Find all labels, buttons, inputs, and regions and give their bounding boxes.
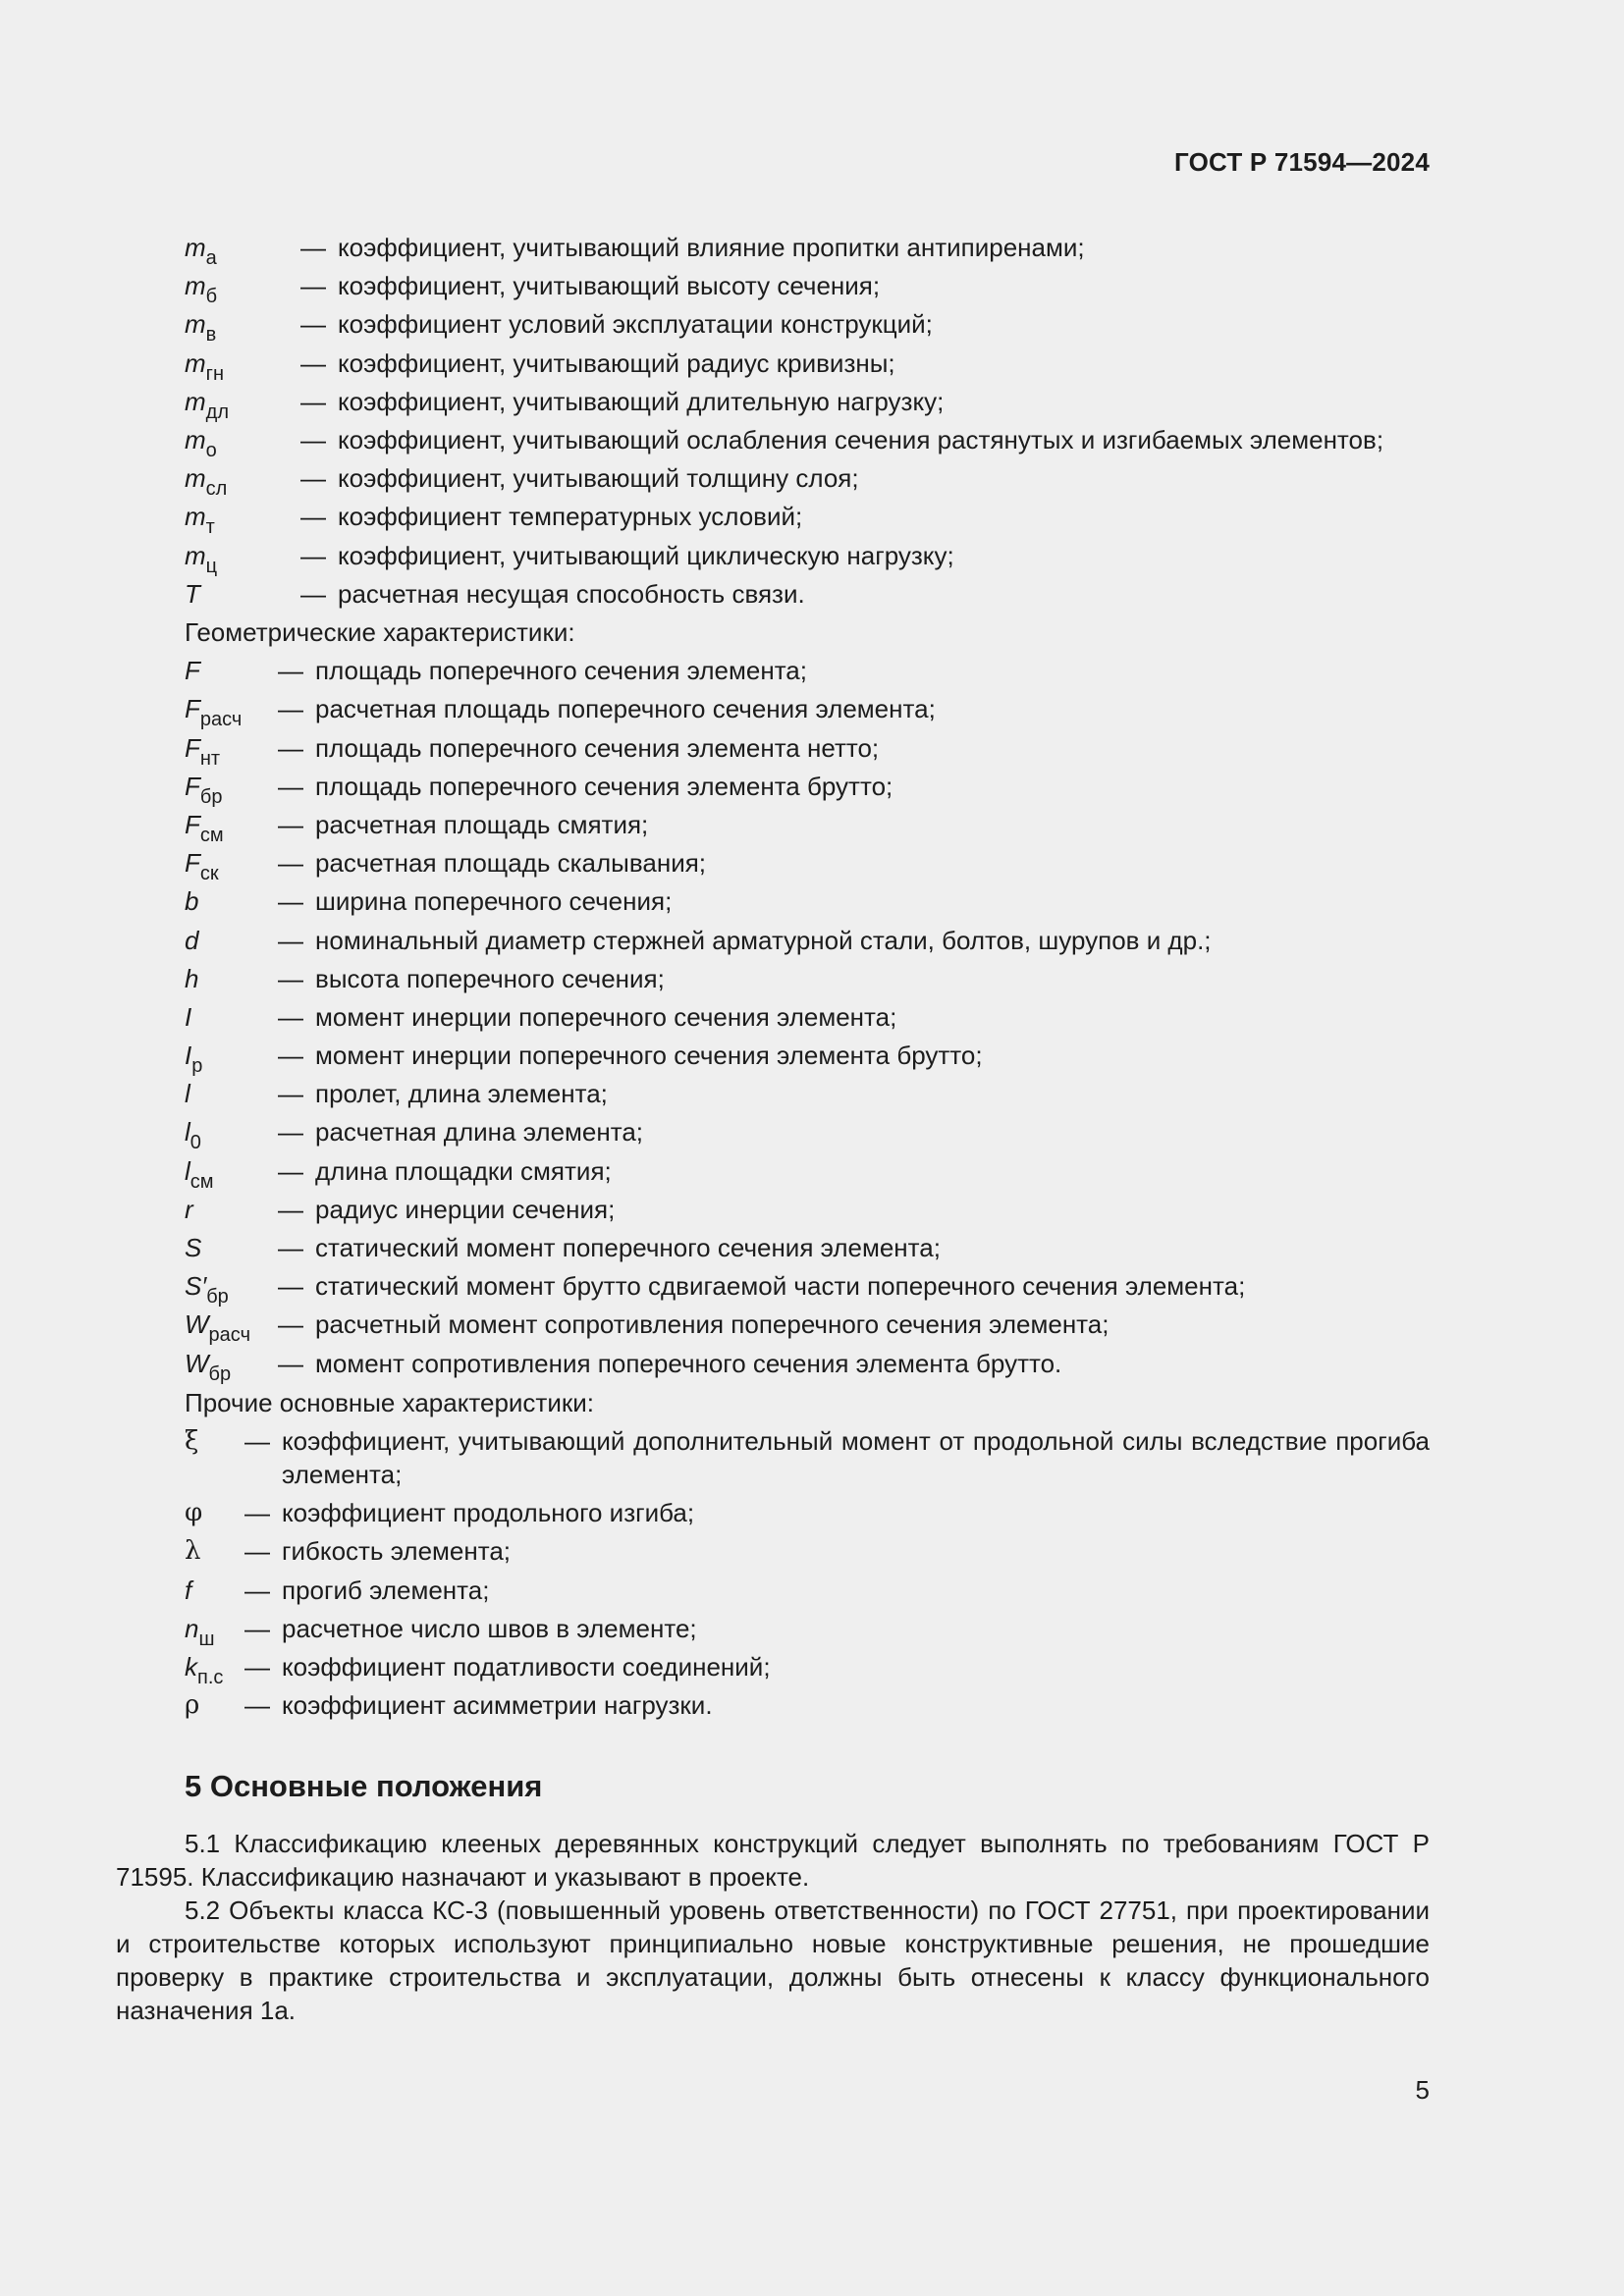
symbol-row: [185, 1309, 1430, 1348]
symbol-description: коэффициент температурных условий;: [338, 502, 803, 532]
em-dash: —: [278, 1041, 303, 1071]
symbol-letter: m: [185, 233, 206, 262]
symbol-row: [185, 1614, 1430, 1652]
symbol-letter: λ: [185, 1536, 201, 1567]
symbol: [185, 1348, 278, 1385]
symbol-subscript: см: [189, 1170, 214, 1193]
em-dash: —: [244, 1426, 270, 1457]
symbol-row: [185, 387, 1430, 425]
symbol-subscript: п.с: [197, 1666, 224, 1688]
symbol-subscript: в: [205, 324, 217, 347]
symbol-row: [185, 848, 1430, 886]
symbol: [185, 579, 300, 609]
symbol: [185, 1195, 278, 1224]
em-dash: —: [244, 1651, 270, 1682]
symbol-subscript: бр: [208, 1362, 232, 1385]
symbol-row: [185, 271, 1430, 309]
symbol-letter: m: [185, 463, 206, 494]
section-title: 5 Основные положения: [185, 1769, 543, 1803]
symbol: [185, 1271, 278, 1308]
symbol-row: [185, 964, 1430, 1002]
symbol-row: [185, 463, 1430, 502]
symbol: [185, 694, 278, 731]
symbol-subscript: ш: [198, 1628, 215, 1650]
coefficients-list: [185, 233, 1430, 617]
symbol-description: коэффициент, учитывающий радиус кривизны;: [338, 347, 895, 378]
symbol: [185, 1002, 278, 1032]
symbol: [185, 886, 278, 916]
em-dash: —: [300, 463, 326, 494]
other-block: [185, 1388, 1430, 1729]
symbol-letter: f: [185, 1575, 192, 1605]
symbol-row: [185, 1690, 1430, 1729]
symbol-letter: I: [185, 1001, 192, 1032]
symbol-description: ширина поперечного сечения;: [315, 886, 673, 917]
symbol-description: статический момент поперечного сечения элемента;: [315, 1233, 941, 1262]
symbol-description: расчетное число швов в элементе;: [282, 1613, 697, 1643]
em-dash: —: [278, 694, 303, 724]
paragraph-5-1: [116, 1827, 1430, 1894]
symbol-description: коэффициент условий эксплуатации конструкций;: [338, 309, 933, 340]
symbol-letter: n: [185, 1613, 199, 1643]
symbol-description: расчетная площадь смятия;: [315, 809, 649, 839]
symbol-subscript: бр: [199, 785, 223, 808]
symbol-letter: T: [185, 578, 200, 609]
symbol-subscript: т: [205, 516, 215, 539]
symbol-description: коэффициент асимметрии нагрузки.: [282, 1690, 713, 1721]
em-dash: —: [278, 1117, 303, 1148]
symbol-row: [185, 1426, 1430, 1498]
em-dash: —: [300, 540, 326, 570]
em-dash: —: [278, 656, 303, 686]
em-dash: —: [278, 1233, 303, 1262]
symbol-subscript: расч: [208, 1324, 250, 1347]
document-code: ГОСТ Р 71594—2024: [1174, 147, 1430, 177]
symbol-description: статический момент брутто сдвигаемой части поперечного сечения элемента;: [315, 1271, 1246, 1302]
em-dash: —: [278, 1309, 303, 1340]
em-dash: —: [278, 1079, 303, 1109]
em-dash: —: [278, 848, 303, 879]
symbol-description: прогиб элемента;: [282, 1575, 490, 1605]
symbol-letter: S′: [185, 1271, 207, 1302]
symbol-row: [185, 309, 1430, 347]
em-dash: —: [278, 771, 303, 801]
symbol-description: коэффициент, учитывающий циклическую нагрузку;: [338, 540, 954, 570]
symbol-description: площадь поперечного сечения элемента брутто;: [315, 771, 893, 801]
symbol-letter: m: [185, 309, 206, 340]
symbol-subscript: р: [191, 1055, 203, 1078]
symbol-description: площадь поперечного сечения элемента;: [315, 656, 807, 686]
em-dash: —: [278, 886, 303, 917]
symbol-description: расчетная площадь поперечного сечения элемента;: [315, 694, 936, 724]
symbol-row: [185, 1233, 1430, 1271]
geometric-list: [185, 656, 1430, 1387]
symbol: [185, 424, 300, 461]
symbol-row: [185, 1079, 1430, 1117]
symbol-letter: W: [185, 1348, 209, 1378]
symbol: [185, 502, 300, 539]
symbol: [185, 463, 300, 501]
symbol-row: [185, 656, 1430, 694]
symbol-subscript: ск: [199, 863, 219, 885]
symbol: [185, 848, 278, 885]
symbol-row: [185, 233, 1430, 271]
symbol-subscript: нт: [199, 747, 221, 770]
em-dash: —: [278, 1194, 303, 1224]
symbol: [185, 1309, 278, 1347]
symbol-letter: m: [185, 347, 206, 378]
symbol: [185, 1117, 278, 1154]
symbol-row: [185, 502, 1430, 540]
symbol: [185, 233, 300, 269]
symbol-letter: m: [185, 540, 206, 570]
symbol-description: номинальный диаметр стержней арматурной стали, болтов, шурупов и др.;: [315, 925, 1212, 955]
symbol-letter: l: [185, 1155, 190, 1186]
symbol-description: коэффициент, учитывающий ослабления сечения растянутых и изгибаемых элементов;: [338, 424, 1384, 454]
symbol: [185, 309, 300, 347]
paragraph-5-2: [116, 1894, 1430, 2027]
symbol-row: [185, 579, 1430, 617]
geometric-heading: Геометрические характеристики:: [185, 617, 575, 647]
symbol-letter: b: [185, 886, 199, 917]
symbol: [185, 1233, 278, 1262]
symbol-description: коэффициент продольного изгиба;: [282, 1498, 695, 1528]
symbol-subscript: сл: [205, 478, 228, 501]
symbol: [185, 1079, 278, 1108]
other-heading: Прочие основные характеристики:: [185, 1388, 594, 1417]
symbol: [185, 1613, 244, 1650]
em-dash: —: [278, 1348, 303, 1378]
symbol-letter: ξ: [185, 1426, 199, 1457]
symbol-description: момент инерции поперечного сечения элемента;: [315, 1001, 897, 1032]
symbol-subscript: 0: [189, 1132, 201, 1154]
symbol-description: высота поперечного сечения;: [315, 963, 665, 993]
symbol-row: [185, 1349, 1430, 1387]
symbol-letter: d: [185, 925, 199, 955]
symbol-row: [185, 541, 1430, 579]
symbol: [185, 1498, 244, 1527]
symbol-letter: F: [185, 771, 200, 801]
symbol-letter: F: [185, 694, 200, 724]
symbol-row: [185, 348, 1430, 387]
symbol-letter: F: [185, 848, 200, 879]
symbol-description: коэффициент, учитывающий высоту сечения;: [338, 271, 881, 301]
symbol: [185, 1651, 244, 1688]
symbol-description: расчетная площадь скалывания;: [315, 848, 707, 879]
symbol: [185, 347, 300, 385]
symbol-subscript: расч: [199, 709, 243, 731]
symbol-description: расчетный момент сопротивления поперечного сечения элемента;: [315, 1309, 1110, 1340]
symbol-row: [185, 1575, 1430, 1614]
em-dash: —: [300, 347, 326, 378]
em-dash: —: [244, 1613, 270, 1643]
em-dash: —: [244, 1536, 270, 1567]
symbol-description: момент сопротивления поперечного сечения элемента брутто.: [315, 1348, 1062, 1378]
em-dash: —: [278, 925, 303, 955]
symbol-row: [185, 1117, 1430, 1155]
symbol: [185, 1155, 278, 1193]
symbol-letter: W: [185, 1309, 209, 1340]
symbol-description: коэффициент податливости соединений;: [282, 1651, 771, 1682]
symbol-letter: I: [185, 1041, 192, 1071]
symbol-subscript: о: [205, 439, 217, 461]
em-dash: —: [278, 1155, 303, 1186]
symbol-letter: l: [185, 1117, 190, 1148]
symbol-description: пролет, длина элемента;: [315, 1079, 608, 1109]
em-dash: —: [300, 578, 326, 609]
symbol-row: [185, 926, 1430, 964]
geometric-block: [185, 617, 1430, 1387]
symbol-row: [185, 886, 1430, 925]
em-dash: —: [300, 233, 326, 262]
symbol-description: коэффициент, учитывающий дополнительный момент от продольной силы вследствие прогиба элемента;: [282, 1426, 1430, 1490]
em-dash: —: [300, 309, 326, 340]
symbol-subscript: дл: [205, 400, 230, 423]
symbol-letter: F: [185, 732, 200, 763]
symbol-letter: F: [185, 809, 200, 839]
em-dash: —: [244, 1498, 270, 1528]
symbol-row: [185, 772, 1430, 810]
symbol-row: [185, 810, 1430, 848]
symbol-description: расчетная несущая способность связи.: [338, 578, 805, 609]
symbol: [185, 656, 278, 685]
symbol: [185, 1536, 244, 1566]
em-dash: —: [300, 271, 326, 301]
symbol: [185, 540, 300, 577]
symbol: [185, 809, 278, 846]
symbol-description: коэффициент, учитывающий влияние пропитки антипиренами;: [338, 233, 1085, 262]
symbol-letter: F: [185, 656, 200, 686]
symbol-row: [185, 1652, 1430, 1690]
symbol: [185, 771, 278, 808]
em-dash: —: [278, 809, 303, 839]
em-dash: —: [300, 386, 326, 416]
symbol-letter: h: [185, 963, 199, 993]
symbol-row: [185, 1195, 1430, 1233]
symbol: [185, 964, 278, 993]
symbol-row: [185, 1002, 1430, 1041]
symbol-description: площадь поперечного сечения элемента нетто;: [315, 732, 880, 763]
symbol-letter: k: [185, 1651, 197, 1682]
symbol-row: [185, 425, 1430, 463]
symbol-row: [185, 1536, 1430, 1575]
em-dash: —: [300, 502, 326, 532]
page-number: 5: [1415, 2075, 1430, 2105]
paragraph-5-2-text: 5.2 Объекты класса КС-3 (повышенный уровень ответственности) по ГОСТ 27751, при проектировании и строительстве которых используют принципиально новые конструктивные решения, не прошедшие проверку в практике строительства и эксплуатации, должны быть отнесены к классу функционального назначения 1а.: [116, 1896, 1430, 2025]
symbol-subscript: гн: [205, 362, 225, 385]
em-dash: —: [300, 424, 326, 454]
symbol-description: радиус инерции сечения;: [315, 1194, 616, 1224]
symbol: [185, 271, 300, 308]
symbol: [185, 926, 278, 955]
symbol: [185, 1575, 244, 1605]
symbol-subscript: а: [205, 247, 217, 269]
em-dash: —: [244, 1575, 270, 1605]
symbol-letter: ρ: [185, 1690, 200, 1721]
symbol-row: [185, 733, 1430, 772]
symbol-description: момент инерции поперечного сечения элемента брутто;: [315, 1041, 983, 1071]
symbol: [185, 1690, 244, 1720]
symbol-subscript: б: [205, 286, 218, 308]
symbol-row: [185, 1271, 1430, 1309]
symbol-subscript: см: [199, 824, 224, 846]
symbol-letter: l: [185, 1079, 190, 1109]
other-list: [185, 1426, 1430, 1729]
symbol: [185, 1041, 278, 1078]
symbol-description: длина площадки смятия;: [315, 1155, 612, 1186]
symbol: [185, 732, 278, 770]
symbol-row: [185, 1041, 1430, 1079]
symbol: [185, 386, 300, 423]
em-dash: —: [278, 1001, 303, 1032]
em-dash: —: [244, 1690, 270, 1721]
symbol-letter: m: [185, 271, 206, 301]
paragraph-5-1-text: 5.1 Классификацию клееных деревянных конструкций следует выполнять по требованиям ГОСТ Р 71595. Классификацию назначают и указывают в проекте.: [116, 1829, 1430, 1892]
symbol-letter: m: [185, 502, 206, 532]
symbol-row: [185, 694, 1430, 732]
symbol-description: расчетная длина элемента;: [315, 1117, 644, 1148]
em-dash: —: [278, 963, 303, 993]
symbol-description: гибкость элемента;: [282, 1536, 512, 1567]
symbol-letter: φ: [185, 1498, 203, 1528]
symbol-description: коэффициент, учитывающий длительную нагрузку;: [338, 386, 945, 416]
symbol-letter: r: [185, 1194, 193, 1224]
symbol-letter: m: [185, 386, 206, 416]
symbol-subscript: ц: [205, 555, 218, 577]
em-dash: —: [278, 1271, 303, 1302]
em-dash: —: [278, 732, 303, 763]
symbol-row: [185, 1498, 1430, 1536]
symbol-subscript: бр: [206, 1286, 229, 1308]
symbol-letter: m: [185, 424, 206, 454]
symbol-letter: S: [185, 1233, 202, 1262]
symbol-description: коэффициент, учитывающий толщину слоя;: [338, 463, 859, 494]
symbol-row: [185, 1156, 1430, 1195]
symbol: [185, 1426, 244, 1456]
